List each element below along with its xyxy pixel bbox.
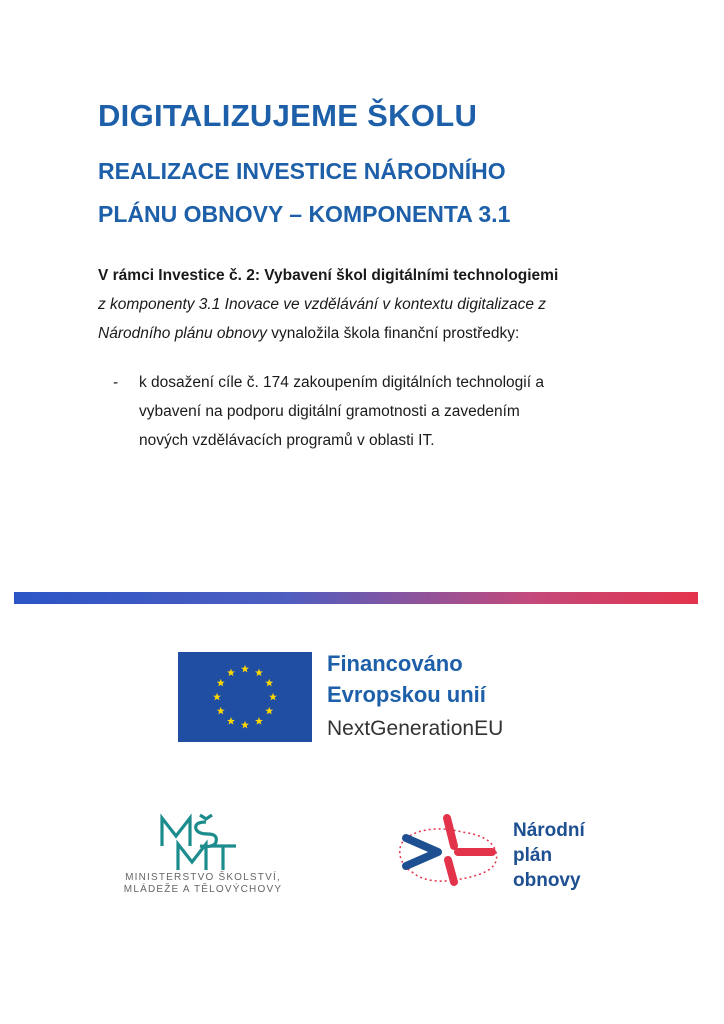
bullet-line-3: nových vzdělávacích programů v oblasti IT. <box>139 432 435 449</box>
gradient-divider <box>14 592 698 604</box>
npo-line-1: Národní <box>513 820 585 841</box>
intro-line-3-rest: vynaložila škola finanční prostředky: <box>266 325 520 342</box>
eu-funding-text <box>327 648 503 748</box>
intro-line-2: z komponenty 3.1 Inovace ve vzdělávání v kontextu digitalizace z <box>98 296 547 313</box>
bullet-dash: - <box>113 374 119 391</box>
intro-line-3-italic: Národního plánu obnovy <box>98 325 267 342</box>
msmt-line-1: MINISTERSTVO ŠKOLSTVÍ, <box>125 872 281 883</box>
npo-line-2: plán <box>513 845 553 866</box>
bullet-line-1: k dosažení cíle č. 174 zakoupením digitálních technologií a <box>139 374 544 391</box>
eu-line-1: Financováno <box>327 651 463 676</box>
bullet-line-2: vybavení na podporu digitální gramotnosti a zavedením <box>139 403 520 420</box>
page-title: DIGITALIZUJEME ŠKOLU <box>98 98 478 133</box>
subtitle-line-1: REALIZACE INVESTICE NÁRODNÍHO <box>98 158 506 184</box>
intro-paragraph <box>98 261 638 348</box>
eu-flag-icon <box>178 652 312 742</box>
msmt-logo-icon <box>148 812 258 872</box>
subtitle-line-2: PLÁNU OBNOVY – KOMPONENTA 3.1 <box>98 201 511 227</box>
eu-line-2: Evropskou unií <box>327 682 486 707</box>
bullet-item <box>113 368 633 455</box>
npo-line-3: obnovy <box>513 870 581 891</box>
eu-line-3: NextGenerationEU <box>327 717 504 740</box>
npo-logo-icon <box>392 808 508 894</box>
npo-text <box>513 818 585 893</box>
msmt-logo <box>103 812 303 896</box>
msmt-line-2: MLÁDEŽE A TĚLOVÝCHOVY <box>123 884 283 895</box>
intro-line-1: V rámci Investice č. 2: Vybavení škol digitálními technologiemi <box>98 267 559 284</box>
